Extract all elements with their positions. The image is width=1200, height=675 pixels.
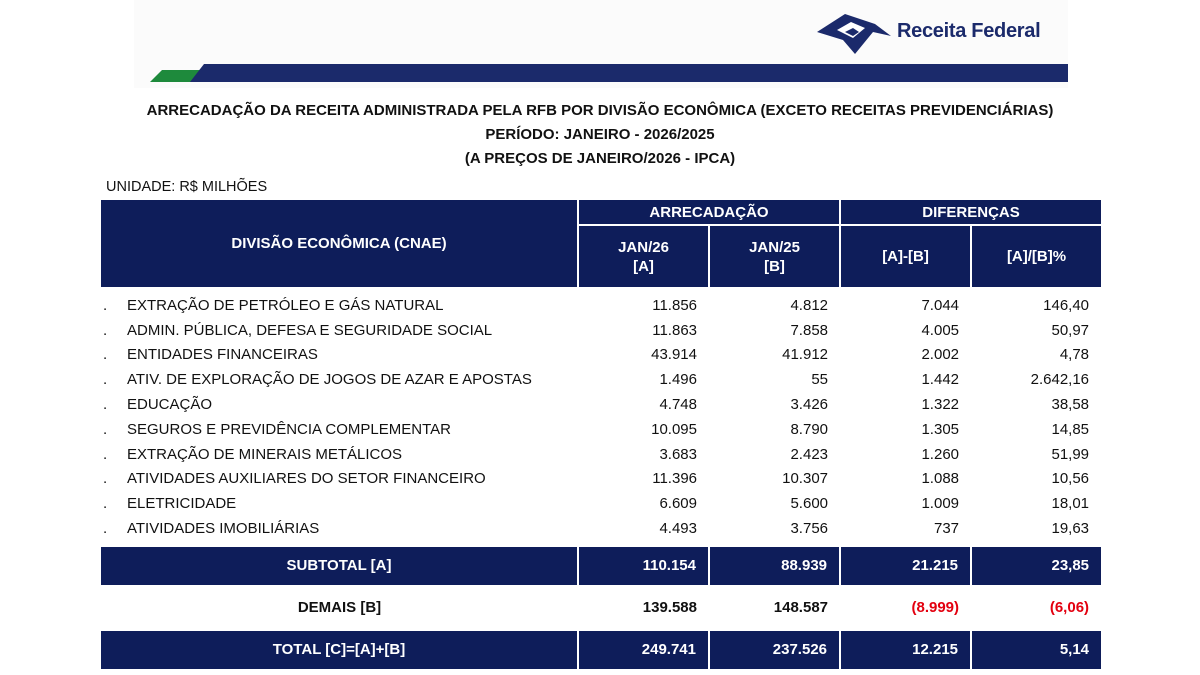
subtotal-jan26: 110.154 xyxy=(578,547,709,585)
row-jan26: 10.095 xyxy=(651,420,697,438)
row-jan26: 4.493 xyxy=(659,520,697,538)
row-diff: 737 xyxy=(933,520,960,538)
row-division-name: EXTRAÇÃO DE MINERAIS METÁLICOS xyxy=(127,445,403,463)
title-line-3: (A PREÇOS DE JANEIRO/2026 - IPCA) xyxy=(464,150,736,167)
total-diff: 12.215 xyxy=(840,631,971,669)
subtotal-jan25: 88.939 xyxy=(709,547,840,585)
row-jan26: 6.609 xyxy=(659,495,697,513)
row-bullet: . xyxy=(103,520,108,538)
unit-label: UNIDADE: R$ MILHÕES xyxy=(106,179,268,195)
row-division-name: EXTRAÇÃO DE PETRÓLEO E GÁS NATURAL xyxy=(127,296,444,314)
row-jan25: 5.600 xyxy=(790,495,829,513)
header-jan26: JAN/26 [A] xyxy=(578,225,709,287)
subtotal-label: SUBTOTAL [A] xyxy=(101,547,578,585)
row-jan25: 3.756 xyxy=(790,520,829,538)
row-division xyxy=(101,417,578,442)
row-bullet: . xyxy=(103,445,108,463)
row-division-name: ELETRICIDADE xyxy=(127,495,237,513)
row-diff: 1.009 xyxy=(921,495,960,513)
subtotal-row xyxy=(101,547,1101,585)
table-row xyxy=(101,318,1101,343)
row-jan26: 11.856 xyxy=(652,296,697,314)
title-line-1: ARRECADAÇÃO DA RECEITA ADMINISTRADA PELA RFB POR DIVISÃO ECONÔMICA (EXCETO RECEITAS PREVIDENCIÁRIAS) xyxy=(146,102,1054,119)
row-diff: 1.260 xyxy=(921,445,960,463)
rfb-emblem-icon xyxy=(815,10,893,58)
row-pct: 51,99 xyxy=(1051,445,1090,463)
table-row xyxy=(101,343,1101,368)
row-bullet: . xyxy=(103,470,108,488)
row-diff: 4.005 xyxy=(921,321,960,339)
table-row xyxy=(101,467,1101,492)
row-division xyxy=(101,491,578,516)
row-division-name: ATIVIDADES AUXILIARES DO SETOR FINANCEIRO xyxy=(127,470,486,488)
row-pct: 4,78 xyxy=(1059,346,1090,364)
revenue-table xyxy=(101,200,1101,669)
row-diff: 1.442 xyxy=(921,371,960,389)
table-row xyxy=(101,516,1101,541)
row-jan25: 41.912 xyxy=(782,346,829,364)
row-jan25: 4.812 xyxy=(790,296,829,314)
demais-row xyxy=(101,585,1101,631)
table-row xyxy=(101,442,1101,467)
total-label: TOTAL [C]=[A]+[B] xyxy=(101,631,578,669)
row-division xyxy=(101,343,578,368)
receita-federal-logo xyxy=(815,10,1055,58)
row-bullet: . xyxy=(103,371,108,389)
demais-diff: (8.999) xyxy=(911,599,960,617)
row-jan25: 3.426 xyxy=(790,396,829,414)
row-pct: 38,58 xyxy=(1051,396,1090,414)
row-pct: 146,40 xyxy=(1043,296,1090,314)
row-bullet: . xyxy=(103,420,108,438)
table-body xyxy=(101,287,1101,541)
row-division xyxy=(101,467,578,492)
total-jan25: 237.526 xyxy=(709,631,840,669)
table-row xyxy=(101,392,1101,417)
header-diff: [A]-[B] xyxy=(840,225,971,287)
row-jan26: 1.496 xyxy=(659,371,697,389)
row-division xyxy=(101,442,578,467)
header-pct: [A]/[B]% xyxy=(971,225,1101,287)
header-stripe-blue xyxy=(190,64,1068,82)
row-pct: 10,56 xyxy=(1051,470,1090,488)
row-pct: 19,63 xyxy=(1051,520,1090,538)
row-jan25: 8.790 xyxy=(790,420,829,438)
row-division xyxy=(101,516,578,541)
row-jan25: 7.858 xyxy=(790,321,829,339)
row-pct: 2.642,16 xyxy=(1030,371,1090,389)
row-jan26: 3.683 xyxy=(659,445,697,463)
row-jan26: 11.863 xyxy=(652,321,697,339)
demais-jan26: 139.588 xyxy=(642,599,697,617)
row-division-name: ENTIDADES FINANCEIRAS xyxy=(127,346,318,364)
row-bullet: . xyxy=(103,321,108,339)
row-division-name: SEGUROS E PREVIDÊNCIA COMPLEMENTAR xyxy=(127,420,451,438)
demais-label: DEMAIS [B] xyxy=(297,599,382,617)
header-group-diferencas: DIFERENÇAS xyxy=(840,200,1101,225)
row-division-name: ADMIN. PÚBLICA, DEFESA E SEGURIDADE SOCIAL xyxy=(127,321,493,339)
total-row xyxy=(101,631,1101,669)
subtotal-pct: 23,85 xyxy=(971,547,1101,585)
table-row xyxy=(101,491,1101,516)
title-line-2: PERÍODO: JANEIRO - 2026/2025 xyxy=(485,126,715,143)
header-jan25: JAN/25 [B] xyxy=(709,225,840,287)
row-pct: 14,85 xyxy=(1051,420,1090,438)
row-bullet: . xyxy=(103,396,108,414)
row-diff: 1.305 xyxy=(921,420,960,438)
report-title xyxy=(0,99,1200,171)
row-diff: 1.088 xyxy=(921,470,960,488)
row-pct: 18,01 xyxy=(1051,495,1090,513)
row-pct: 50,97 xyxy=(1051,321,1090,339)
row-division xyxy=(101,293,578,318)
header-division: DIVISÃO ECONÔMICA (CNAE) xyxy=(101,200,578,287)
row-jan26: 43.914 xyxy=(651,346,697,364)
row-jan26: 4.748 xyxy=(659,396,697,414)
logo-text: Receita Federal xyxy=(897,20,1041,42)
demais-pct: (6,06) xyxy=(1049,599,1090,617)
header-group-arrecadacao: ARRECADAÇÃO xyxy=(578,200,840,225)
row-diff: 2.002 xyxy=(921,346,960,364)
subtotal-diff: 21.215 xyxy=(840,547,971,585)
row-jan25: 55 xyxy=(811,371,829,389)
row-division xyxy=(101,367,578,392)
row-division xyxy=(101,392,578,417)
total-pct: 5,14 xyxy=(971,631,1101,669)
row-division xyxy=(101,318,578,343)
row-bullet: . xyxy=(103,346,108,364)
row-bullet: . xyxy=(103,296,108,314)
row-bullet: . xyxy=(103,495,108,513)
table-row xyxy=(101,417,1101,442)
table-row xyxy=(101,293,1101,318)
demais-jan25: 148.587 xyxy=(773,599,829,617)
row-division-name: EDUCAÇÃO xyxy=(127,396,213,414)
row-jan26: 11.396 xyxy=(652,470,697,488)
table-row xyxy=(101,367,1101,392)
row-division-name: ATIV. DE EXPLORAÇÃO DE JOGOS DE AZAR E APOSTAS xyxy=(127,371,532,389)
total-jan26: 249.741 xyxy=(578,631,709,669)
row-diff: 7.044 xyxy=(921,296,960,314)
row-jan25: 10.307 xyxy=(782,470,829,488)
row-division-name: ATIVIDADES IMOBILIÁRIAS xyxy=(127,520,320,538)
row-jan25: 2.423 xyxy=(790,445,829,463)
row-diff: 1.322 xyxy=(921,396,960,414)
